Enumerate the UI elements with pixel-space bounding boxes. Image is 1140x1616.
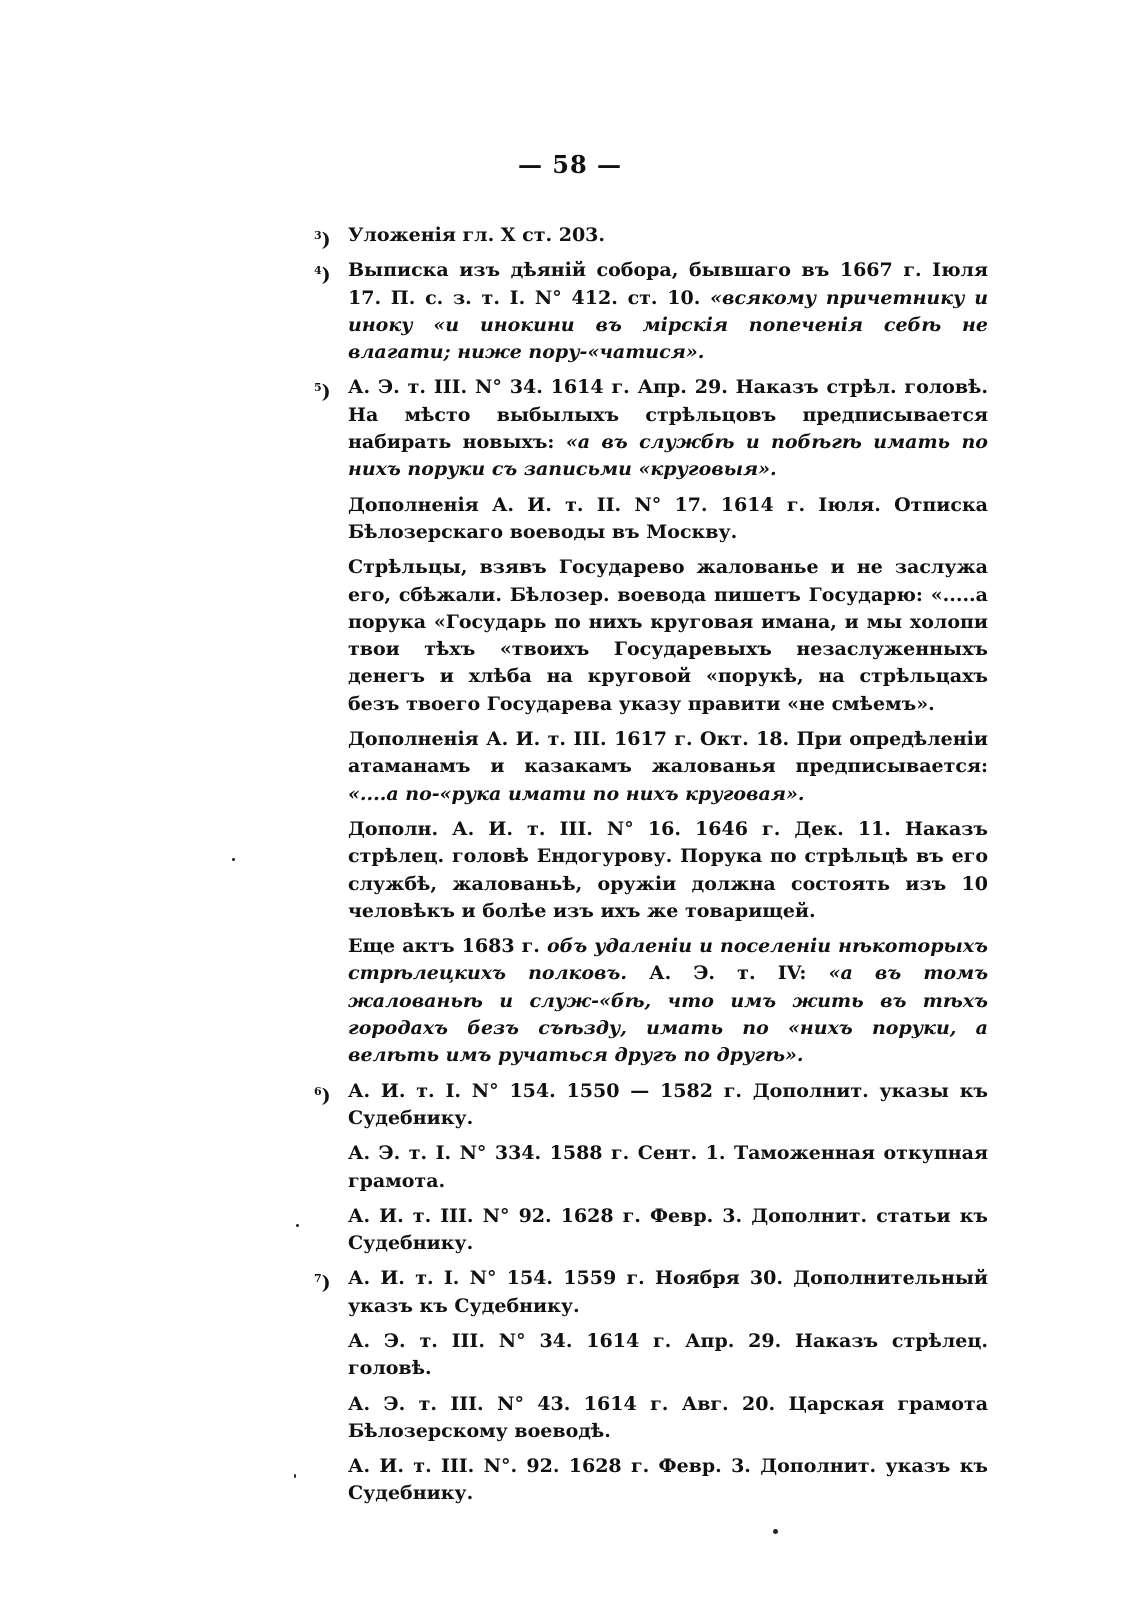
citation-text: А. И. т. I. N° 154. 1559 г. Ноября 30. Дополнительный указъ къ Судебнику. <box>348 1267 988 1317</box>
footnote <box>314 222 988 251</box>
citation-text: А. Э. т. IV: <box>626 962 829 985</box>
footnote-paragraph <box>348 554 988 718</box>
footnote-paragraph <box>348 1078 988 1133</box>
footnote-paragraph <box>348 257 988 366</box>
quotation-text: «а въ томъ жалованьѣ и служ-«бѣ, что имъ жить въ тѣхъ городахъ безъ съѣзду, имать по «нихъ поруки, а велѣть имъ ручаться другъ по другѣ». <box>348 962 989 1067</box>
page-number: — 58 — <box>517 150 623 179</box>
scan-speck <box>232 858 235 861</box>
footnote <box>314 1265 988 1507</box>
citation-text: Дополненія А. И. т. II. N° 17. 1614 г. Іюля. Отписка Бѣлозерскаго воеводы въ Москву. <box>348 493 988 543</box>
footnote-paragraph <box>348 1203 988 1258</box>
footnotes <box>314 222 989 1508</box>
footnote-paragraph <box>348 492 988 547</box>
quotation-text: объ удаленіи и поселеніи нѣкоторыхъ стрѣлецкихъ полковъ. <box>348 935 988 985</box>
footnote-paragraph <box>348 1453 988 1508</box>
footnote-paragraph <box>348 1265 988 1320</box>
footnote-paragraph <box>348 1391 988 1446</box>
citation-text: А. Э. т. III. N° 34. 1614 г. Апр. 29. Наказъ стрѣлец. головѣ. <box>348 1329 988 1380</box>
footnote-marker: $^5$) <box>314 381 331 404</box>
footnote-paragraph <box>348 222 988 249</box>
scan-speck <box>296 1224 299 1227</box>
quotation-text: «....а по-«рука имати по нихъ круговая». <box>348 782 805 805</box>
citation-text: А. И. т. III. N° 92. 1628 г. Февр. 3. Дополнит. статьи къ Судебнику. <box>348 1204 988 1255</box>
footnote-marker: $^4$) <box>314 264 331 287</box>
citation-text: Дополненія А. И. т. III. 1617 г. Окт. 18. При опредѣленіи атаманамъ и казакамъ жалованья предписывается: <box>348 728 988 778</box>
footnote-paragraph <box>348 1140 988 1195</box>
citation-text: А. Э. т. I. N° 334. 1588 г. Сент. 1. Таможенная откупная грамота. <box>348 1142 988 1192</box>
citation-text: А. Э. т. III. N° 43. 1614 г. Авг. 20. Царская грамота Бѣлозерскому воеводѣ. <box>348 1392 988 1442</box>
citation-text: А. И. т. III. N°. 92. 1628 г. Февр. 3. Дополнит. указъ къ Судебнику. <box>348 1455 988 1505</box>
footnote-marker: $^3$) <box>314 229 331 251</box>
citation-text: А. И. т. I. N° 154. 1550 — 1582 г. Дополнит. указы къ Судебнику. <box>348 1079 988 1129</box>
footnote <box>314 1078 988 1258</box>
footnote-paragraph <box>348 374 988 483</box>
footnote-marker-number: 5 <box>314 381 322 395</box>
citation-text: А. Э. т. III. N° 34. 1614 г. Апр. 29. Наказъ стрѣл. головѣ. На мѣсто выбылыхъ стрѣльцовъ предписывается набирать новыхъ: <box>348 376 988 454</box>
footnote-marker: $^7$) <box>314 1272 331 1295</box>
footnote <box>314 257 989 366</box>
citation-text: Уложенія гл. X ст. 203. <box>348 224 606 246</box>
footnote-marker-number: 3 <box>314 229 322 242</box>
scan-speck <box>773 1529 778 1534</box>
quotation-text: «всякому причетнику и иноку «и инокини въ мірскія попеченія себѣ не влагати; ниже пору-«чатися». <box>348 286 989 364</box>
citation-text: Еще актъ 1683 г. <box>348 935 547 958</box>
footnote <box>314 374 989 1069</box>
footnote-marker-number: 4 <box>314 264 322 278</box>
quotation-text: «а въ службѣ и побѣгѣ имать по нихъ поруки съ записьми «круговыя». <box>348 431 988 481</box>
footnote-marker: $^6$) <box>314 1084 331 1107</box>
footnote-paragraph <box>348 1328 988 1383</box>
citation-text: Дополн. А. И. т. III. N° 16. 1646 г. Дек. 11. Наказъ стрѣлец. головѣ Ендогурову. Порука по стрѣльцѣ въ его службѣ, жалованьѣ, оружіи должна состоять изъ 10 человѣкъ и болѣе изъ ихъ же товарищей. <box>348 817 988 922</box>
citation-text: Выписка изъ дѣяній собора, бывшаго въ 1667 г. Іюля 17. П. с. з. т. І. N° 412. ст. 10. <box>348 259 988 309</box>
footnote-paragraph <box>348 816 988 925</box>
footnote-marker-number: 6 <box>314 1084 322 1098</box>
footnote-paragraph <box>348 933 988 1069</box>
footnote-paragraph <box>348 726 988 808</box>
footnote-marker-number: 7 <box>314 1272 322 1286</box>
citation-text: Стрѣльцы, взявъ Государево жалованье и не заслужа его, сбѣжали. Бѣлозер. воевода пишетъ Государю: «.....а порука «Государь по нихъ круговая имана, и мы холопи твои тѣхъ «твоихъ Государевыхъ незаслуженныхъ денегъ и хлѣба на круговой «порукѣ, на стрѣльцахъ безъ твоего Государева указу правити «не смѣемъ». <box>348 556 988 715</box>
scan-speck <box>294 1474 296 1478</box>
